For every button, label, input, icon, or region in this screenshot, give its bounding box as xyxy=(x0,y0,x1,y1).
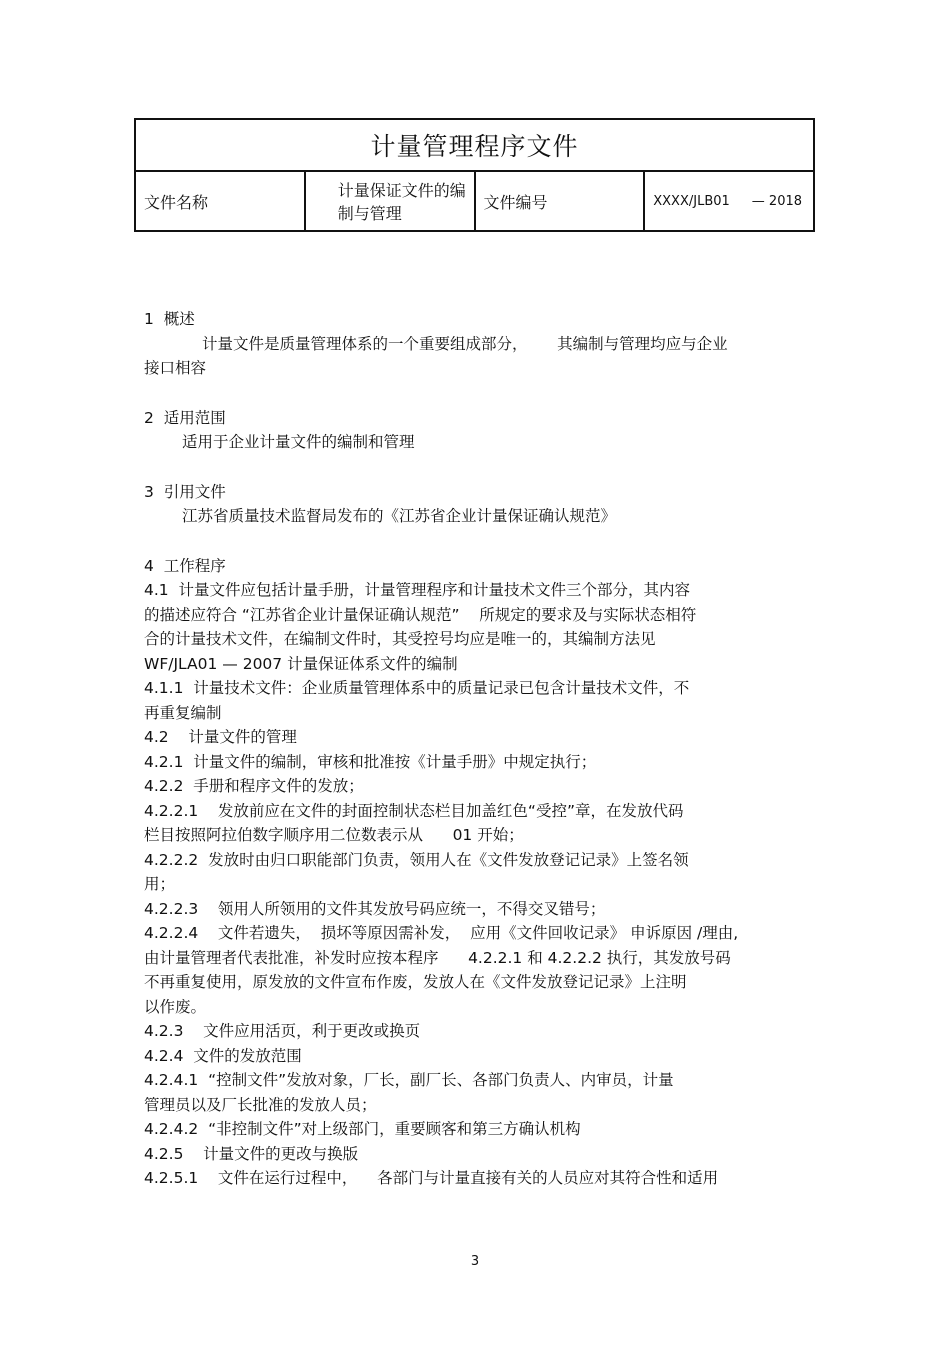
paragraph-line: 适用于企业计量文件的编制和管理 xyxy=(182,433,415,451)
paragraph-line: 4.2.4.1 “控制文件”发放对象，厂长，副厂长、各部门负责人、内审员，计量 xyxy=(144,1071,674,1089)
paragraph-line: 接口相容 xyxy=(144,359,207,377)
paragraph-line: 4.2.2.3 领用人所领用的文件其发放号码应统一，不得交叉错号； xyxy=(144,899,606,918)
section-heading: 2 适用范围 xyxy=(144,408,226,427)
file-number-label: 文件编号 xyxy=(475,171,645,231)
paragraph-line: 4.2.2.1 发放前应在文件的封面控制状态栏目加盖红色“受控”章，在发放代码 xyxy=(144,801,684,820)
document-header-table xyxy=(134,118,815,232)
paragraph-line: 合的计量技术文件，在编制文件时，其受控号均应是唯一的，其编制方法见 xyxy=(144,630,656,648)
page-number: 3 xyxy=(470,1254,480,1269)
paragraph-line: 4.2.4 文件的发放范围 xyxy=(144,1046,302,1065)
file-name-value: 计量保证文件的编制与管理 xyxy=(305,171,475,231)
section-heading: 4 工作程序 xyxy=(144,556,226,575)
paragraph-line: 以作废。 xyxy=(144,997,207,1016)
file-number-value xyxy=(644,171,814,231)
paragraph-line: 4.2.5 计量文件的更改与换版 xyxy=(144,1144,359,1163)
paragraph-line: 的描述应符合 “江苏省企业计量保证确认规范” 所规定的要求及与实际状态相符 xyxy=(144,605,697,624)
file-name-label: 文件名称 xyxy=(135,171,305,231)
paragraph-line: 管理员以及厂长批准的发放人员； xyxy=(144,1095,377,1114)
file-number-year: — 2018 xyxy=(751,193,803,209)
document-title: 计量管理程序文件 xyxy=(135,119,814,171)
paragraph-line: 4.2.2.2 发放时由归口职能部门负责，领用人在《文件发放登记记录》上签名领 xyxy=(144,850,689,869)
document-body xyxy=(144,307,824,1191)
paragraph-line: 栏目按照阿拉伯数字顺序用二位数表示从 01 开始； xyxy=(144,826,524,844)
section-heading: 3 引用文件 xyxy=(144,482,226,501)
paragraph-line: 江苏省质量技术监督局发布的《江苏省企业计量保证确认规范》 xyxy=(182,507,617,525)
paragraph-line: 4.2.2 手册和程序文件的发放； xyxy=(144,777,364,795)
paragraph-line: 4.2.5.1 文件在运行过程中， 各部门与计量直接有关的人员应对其符合性和适用 xyxy=(144,1169,719,1187)
paragraph-line: 由计量管理者代表批准，补发时应按本程序 4.2.2.1 和 4.2.2.2 执行，其发放号码 xyxy=(144,948,731,967)
section-heading: 1 概述 xyxy=(144,310,195,328)
paragraph-line: 用； xyxy=(144,875,176,893)
file-number-code: XXXX/JLB01 xyxy=(653,193,730,209)
paragraph-line: 4.2.3 文件应用活页，利于更改或换页 xyxy=(144,1022,421,1040)
paragraph-line: 不再重复使用，原发放的文件宣布作废，发放人在《文件发放登记记录》上注明 xyxy=(144,973,687,991)
paragraph-line: 4.1.1 计量技术文件：企业质量管理体系中的质量记录已包含计量技术文件，不 xyxy=(144,679,690,697)
paragraph-line: 再重复编制 xyxy=(144,703,222,722)
paragraph-line: WF/JLA01 — 2007 计量保证体系文件的编制 xyxy=(144,654,458,673)
paragraph-line: 4.1 计量文件应包括计量手册，计量管理程序和计量技术文件三个部分，其内容 xyxy=(144,581,691,599)
paragraph-line: 4.2.2.4 文件若遗失， 损坏等原因需补发， 应用《文件回收记录》 申诉原因 /理由, xyxy=(144,924,739,942)
paragraph-line: 4.2 计量文件的管理 xyxy=(144,728,297,746)
paragraph-line: 计量文件是质量管理体系的一个重要组成部分， 其编制与管理均应与企业 xyxy=(202,334,728,353)
paragraph-line: 4.2.1 计量文件的编制，审核和批准按《计量手册》中规定执行； xyxy=(144,752,597,771)
paragraph-line: 4.2.4.2 “非控制文件”对上级部门，重要顾客和第三方确认机构 xyxy=(144,1120,581,1138)
